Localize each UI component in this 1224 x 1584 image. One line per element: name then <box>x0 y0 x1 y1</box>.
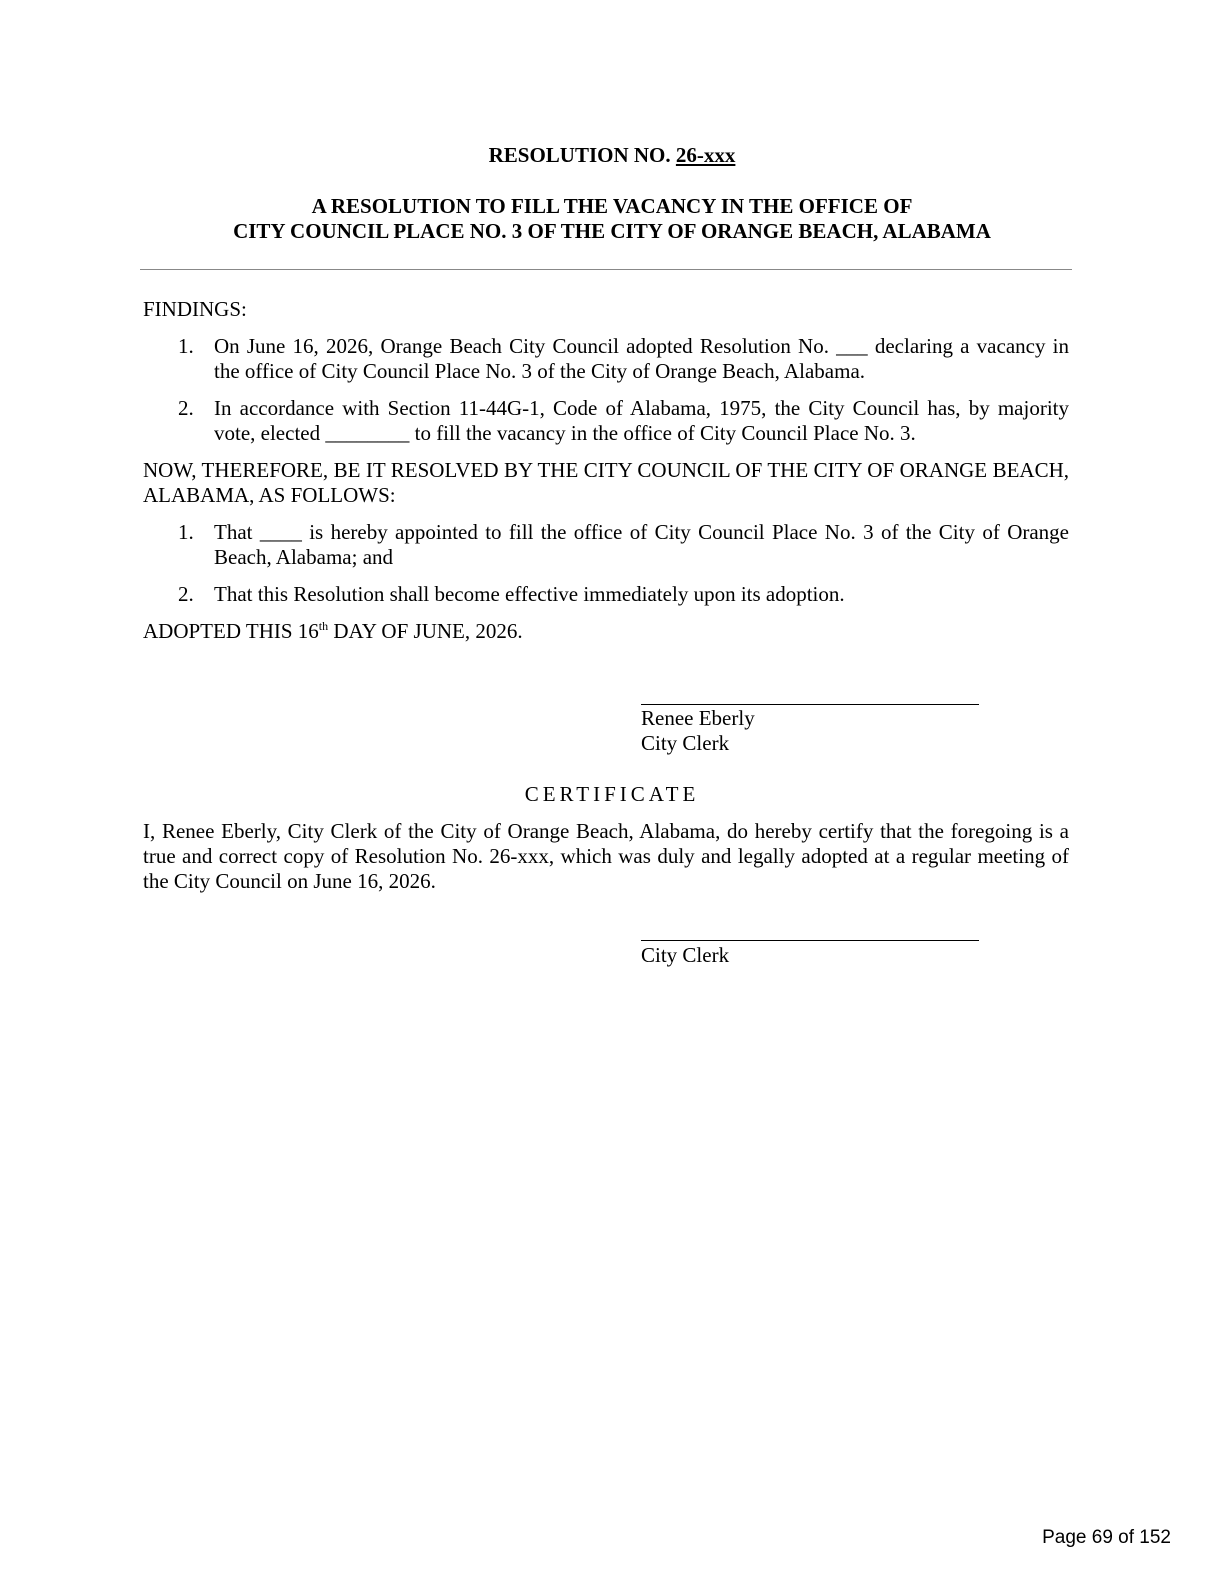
signature-block <box>641 706 755 756</box>
resolved-heading: NOW, THEREFORE, BE IT RESOLVED BY THE CITY COUNCIL OF THE CITY OF ORANGE BEACH, ALABAMA, AS FOLLOWS: <box>143 458 1069 507</box>
resolved-text: That ____ is hereby appointed to fill the office of City Council Place No. 3 of the City of Orange Beach, Alabama; and <box>214 520 1069 569</box>
finding-number: 2. <box>178 396 194 420</box>
page-number: Page 69 of 152 <box>1042 1527 1171 1548</box>
resolution-title <box>0 194 1224 244</box>
resolved-list <box>143 520 1069 607</box>
adopted-ordinal: th <box>318 619 329 633</box>
resolved-number: 2. <box>178 582 194 606</box>
finding-item <box>143 334 1069 384</box>
finding-item <box>143 396 1069 446</box>
certificate-body: I, Renee Eberly, City Clerk of the City of Orange Beach, Alabama, do hereby certify that the foregoing is a true and correct copy of Resolution No. 26-xxx, which was duly and legally adopted at a regular meeting of the City Council on June 16, 2026. <box>143 819 1069 893</box>
findings-list <box>143 334 1069 446</box>
adopted-suffix: DAY OF JUNE, 2026. <box>328 619 523 643</box>
resolved-text: That this Resolution shall become effective immediately upon its adoption. <box>214 582 845 606</box>
adopted-prefix: ADOPTED THIS 16 <box>143 619 319 643</box>
signature-line <box>641 704 979 705</box>
signer-title: City Clerk <box>641 731 730 755</box>
resolution-number: 26-xxx <box>675 143 736 167</box>
resolved-number: 1. <box>178 520 194 544</box>
finding-text: In accordance with Section 11-44G-1, Code of Alabama, 1975, the City Council has, by majority vote, elected ________ to fill the vacancy in the office of City Council Place No. 3. <box>214 396 1069 445</box>
resolution-title-line-2: CITY COUNCIL PLACE NO. 3 OF THE CITY OF ORANGE BEACH, ALABAMA <box>233 219 991 243</box>
adopted-statement <box>143 619 1069 644</box>
finding-text: On June 16, 2026, Orange Beach City Council adopted Resolution No. ___ declaring a vacancy in the office of City Council Place No. 3 of the City of Orange Beach, Alabama. <box>214 334 1069 383</box>
resolution-title-line-1: A RESOLUTION TO FILL THE VACANCY IN THE OFFICE OF <box>311 194 913 218</box>
findings-heading: FINDINGS: <box>143 297 247 321</box>
certificate-signature-line <box>641 940 979 941</box>
finding-number: 1. <box>178 334 194 358</box>
resolution-label: RESOLUTION NO. <box>488 143 671 167</box>
certificate-heading: CERTIFICATE <box>524 782 700 806</box>
resolved-item <box>143 582 1069 607</box>
resolved-item <box>143 520 1069 570</box>
signer-name: Renee Eberly <box>641 706 755 730</box>
resolution-number-heading <box>0 143 1224 168</box>
certificate-signature-block <box>641 943 729 968</box>
certificate-signer-title: City Clerk <box>641 943 730 967</box>
title-divider <box>140 269 1072 270</box>
